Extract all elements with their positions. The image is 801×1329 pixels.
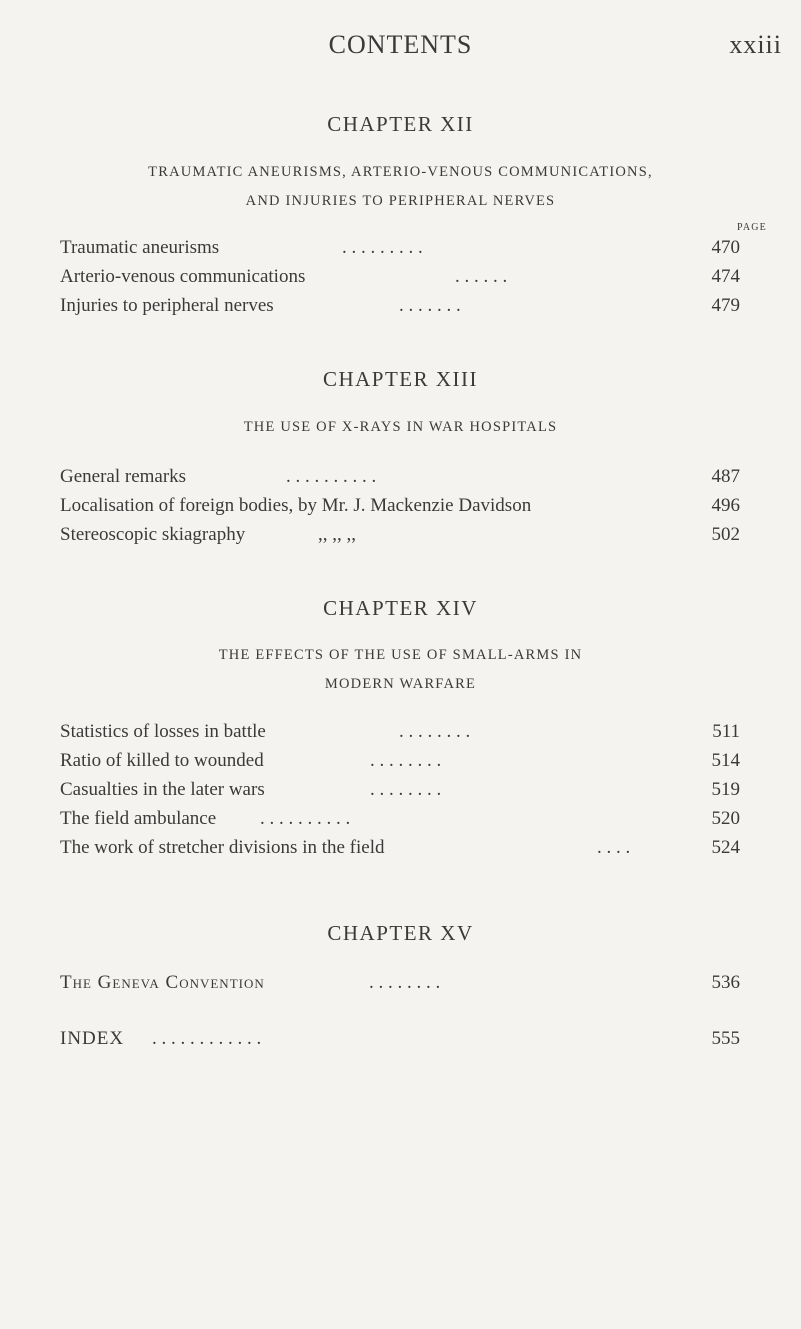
chapter-13-subtitle: THE USE OF X-RAYS IN WAR HOSPITALS <box>243 419 558 435</box>
leader-dots: . . . . . . . . <box>370 779 442 800</box>
toc-entry-page: 479 <box>711 295 740 316</box>
page-column-label: PAGE <box>737 222 767 233</box>
toc-entry-title: The field ambulance <box>60 808 217 829</box>
toc-entry-title: General remarks <box>60 466 187 487</box>
toc-entry[interactable] <box>60 521 740 549</box>
chapter-15-heading: CHAPTER XV <box>327 921 474 945</box>
toc-entry-page: 511 <box>712 721 740 742</box>
toc-entry-page: 470 <box>711 237 740 258</box>
toc-entry[interactable] <box>60 805 740 833</box>
chapter-12-subtitle-line-1: TRAUMATIC ANEURISMS, ARTERIO-VENOUS COMMUNICATIONS, <box>148 164 653 180</box>
leader-dots: . . . . . . . . . . <box>260 808 351 829</box>
toc-entry-page: 524 <box>711 837 740 858</box>
toc-entry-page: 496 <box>711 495 740 516</box>
toc-entry-page: 514 <box>711 750 740 771</box>
toc-entry[interactable] <box>60 492 740 520</box>
toc-entry[interactable] <box>60 747 740 775</box>
toc-entry-title: Localisation of foreign bodies, by Mr. J. Mackenzie Davidson <box>60 495 532 516</box>
chapter-12-subtitle-line-2: AND INJURIES TO PERIPHERAL NERVES <box>245 193 556 209</box>
toc-entry-page: 519 <box>711 779 740 800</box>
chapter-14-subtitle-line-2: MODERN WARFARE <box>324 676 477 692</box>
leader-dots: . . . . . . . . . <box>342 237 423 258</box>
chapter-14-heading: CHAPTER XIV <box>323 596 478 620</box>
toc-entry[interactable] <box>60 263 740 291</box>
toc-entry[interactable] <box>60 463 740 491</box>
toc-entry-page: 502 <box>711 524 740 545</box>
leader-dots: . . . . . . . . <box>369 972 441 993</box>
toc-entry-title: Arterio-venous communications <box>60 266 306 287</box>
toc-entry-title: Statistics of losses in battle <box>60 721 266 742</box>
leader-dots: . . . . <box>597 837 631 858</box>
leader-dots: . . . . . . . . . . . . <box>152 1028 262 1049</box>
leader-dots: . . . . . . . . . . <box>286 466 377 487</box>
chapter-14-subtitle-line-1: THE EFFECTS OF THE USE OF SMALL-ARMS IN <box>218 647 583 663</box>
toc-entry-title: Traumatic aneurisms <box>60 237 220 258</box>
toc-entry-title: Injuries to peripheral nerves <box>60 295 274 316</box>
toc-entry-title: Casualties in the later wars <box>60 779 265 800</box>
toc-entry[interactable] <box>60 776 740 804</box>
running-head-title: CONTENTS <box>328 30 473 59</box>
toc-entry-page: 536 <box>711 972 740 993</box>
index-title: INDEX <box>60 1028 125 1049</box>
leader-dots: . . . . . . . <box>399 295 461 316</box>
leader-dots: . . . . . . <box>455 266 508 287</box>
toc-entry-title: Ratio of killed to wounded <box>60 750 264 771</box>
toc-entry[interactable] <box>60 969 740 997</box>
toc-entry[interactable] <box>60 718 740 746</box>
chapter-13-heading: CHAPTER XIII <box>322 367 479 391</box>
toc-entry-title: The work of stretcher divisions in the field <box>60 837 385 858</box>
toc-entry-page: 487 <box>711 466 740 487</box>
toc-entry-page: 474 <box>711 266 740 287</box>
toc-entry[interactable] <box>60 834 740 862</box>
toc-entry[interactable] <box>60 292 740 320</box>
leader-dots: . . . . . . . . <box>399 721 471 742</box>
toc-entry-page: 520 <box>711 808 740 829</box>
index-page: 555 <box>711 1028 740 1049</box>
leader-dots: . . . . . . . . <box>370 750 442 771</box>
toc-entry[interactable] <box>60 234 740 262</box>
page-number: xxiii <box>729 30 782 59</box>
ditto-marks: ,, ,, ,, <box>318 524 356 545</box>
toc-entry-title: The Geneva Convention <box>60 972 265 993</box>
index-entry[interactable] <box>60 1025 740 1053</box>
chapter-12-heading: CHAPTER XII <box>327 112 474 136</box>
toc-entry-title: Stereoscopic skiagraphy <box>60 524 246 545</box>
